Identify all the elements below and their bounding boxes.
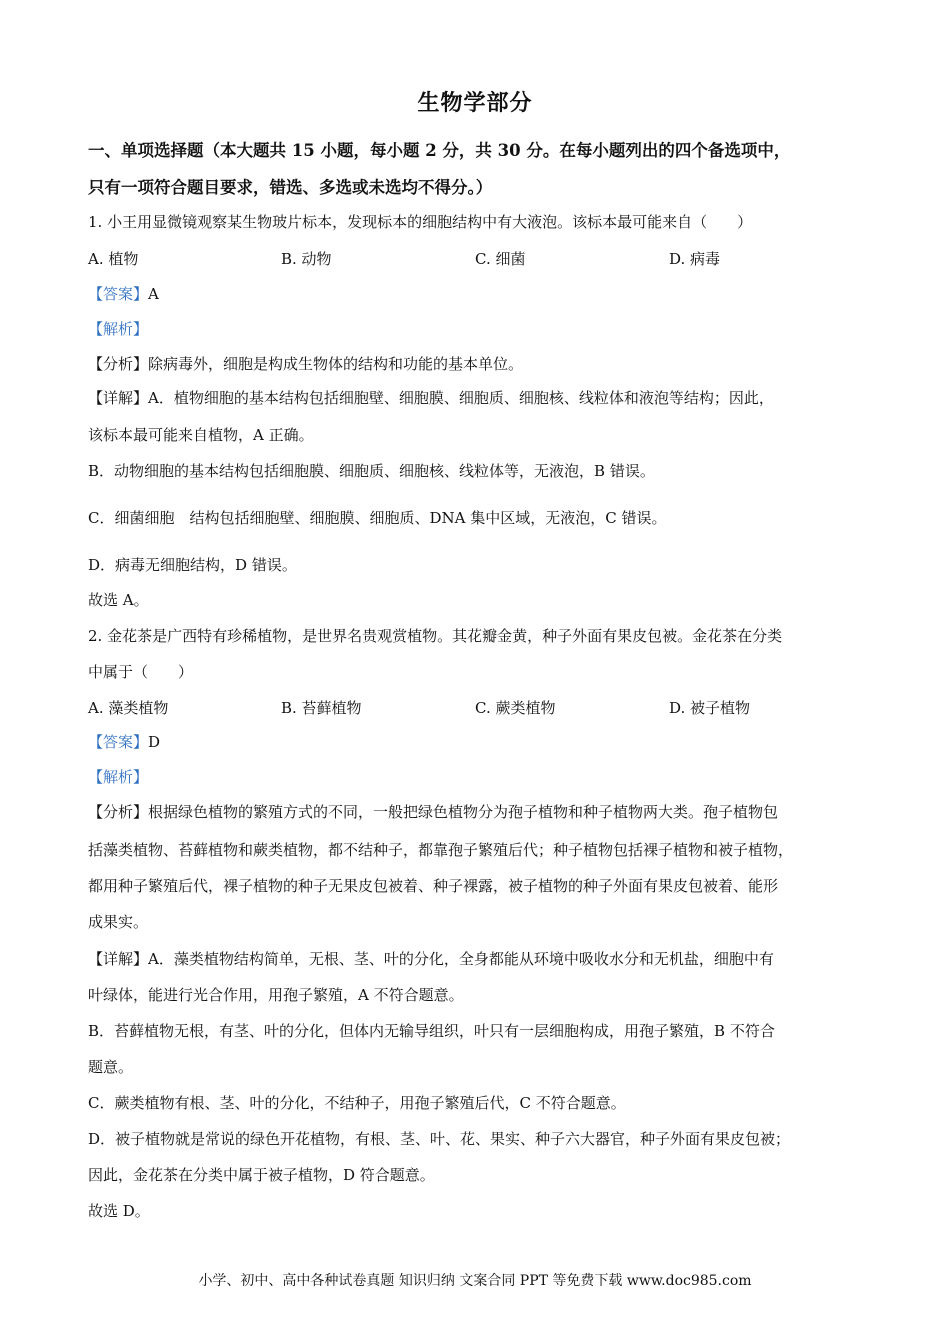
section-heading-line2: 只有一项符合题目要求，错选、多选或未选均不得分。） (88, 178, 493, 197)
q2-detail-line3: B．苔藓植物无根，有茎、叶的分化，但体内无输导组织，叶只有一层细胞构成，用孢子繁殖，B 不符合 (88, 1022, 775, 1040)
q2-option-b: B. 苔藓植物 (281, 699, 362, 717)
q2-detail-line2: 叶绿体，能进行光合作用，用孢子繁殖，A 不符合题意。 (88, 986, 464, 1004)
q1-answer-value: A (148, 285, 159, 303)
q2-option-c: C. 蕨类植物 (475, 699, 556, 717)
q2-answer-value: D (148, 733, 161, 751)
q1-answer (88, 284, 870, 304)
q2-analysis-line1: 【分析】根据绿色植物的繁殖方式的不同，一般把绿色植物分为孢子植物和种子植物两大类。孢子植物包 (88, 803, 779, 821)
q1-detail-line3: B．动物细胞的基本结构包括细胞膜、细胞质、细胞核、线粒体等，无液泡，B 错误。 (88, 462, 655, 480)
q2-option-a: A. 藻类植物 (88, 699, 169, 717)
q2-analysis-line3: 都用种子繁殖后代，裸子植物的种子无果皮包被着、种子裸露，被子植物的种子外面有果皮包被着、能形 (88, 877, 779, 895)
section-heading-line1: 一、单项选择题（本大题共 15 小题，每小题 2 分，共 30 分。在每小题列出的四个备选项中， (88, 141, 791, 160)
answer-tag: 【答案】 (88, 285, 149, 303)
q1-options (88, 248, 868, 268)
q1-detail-line1: 【详解】A．植物细胞的基本结构包括细胞壁、细胞膜、细胞质、细胞核、线粒体和液泡等结构；因此， (88, 389, 774, 407)
q2-analysis-line2: 括藻类植物、苔藓植物和蕨类植物，都不结种子，都靠孢子繁殖后代；种子植物包括裸子植物和被子植物， (88, 841, 794, 859)
q2-detail-line6: D．被子植物就是常说的绿色开花植物，有根、茎、叶、花、果实、种子六大器官，种子外面有果皮包被； (88, 1130, 791, 1148)
q2-stem-line2: 中属于（ ） (88, 663, 194, 681)
q1-analysis: 【分析】除病毒外，细胞是构成生物体的结构和功能的基本单位。 (88, 355, 524, 373)
q2-detail-line1: 【详解】A．藻类植物结构简单，无根、茎、叶的分化，全身都能从环境中吸收水分和无机盐，细胞中有 (88, 950, 774, 968)
page-footer: 小学、初中、高中各种试卷真题 知识归纳 文案合同 PPT 等免费下载 www.doc985.com (198, 1273, 752, 1289)
q2-conclusion: 故选 D。 (88, 1202, 150, 1220)
q1-stem: 1. 小王用显微镜观察某生物玻片标本，发现标本的细胞结构中有大液泡。该标本最可能来自（ ） (88, 213, 753, 231)
page-title: 生物学部分 (417, 90, 533, 116)
q1-option-a: A. 植物 (88, 250, 139, 268)
q1-option-d: D. 病毒 (669, 250, 721, 268)
q1-detail-line5: D．病毒无细胞结构，D 错误。 (88, 556, 297, 574)
q2-detail-line4: 题意。 (88, 1058, 134, 1076)
q2-detail-line7: 因此，金花茶在分类中属于被子植物，D 符合题意。 (88, 1166, 435, 1184)
q2-options (88, 697, 868, 717)
q1-option-b: B. 动物 (281, 250, 332, 268)
q2-stem-line1: 2. 金花茶是广西特有珍稀植物，是世界名贵观赏植物。其花瓣金黄，种子外面有果皮包被。金花茶在分类 (88, 627, 783, 645)
answer-tag: 【答案】 (88, 733, 149, 751)
q1-conclusion: 故选 A。 (88, 591, 149, 609)
q2-detail-line5: C．蕨类植物有根、茎、叶的分化，不结种子，用孢子繁殖后代，C 不符合题意。 (88, 1094, 626, 1112)
q1-detail-line4: C．细菌细胞 结构包括细胞壁、细胞膜、细胞质、DNA 集中区域，无液泡，C 错误。 (88, 509, 667, 527)
q2-answer (88, 732, 870, 752)
q1-analysis-tag: 【解析】 (88, 320, 149, 338)
q2-analysis-tag: 【解析】 (88, 768, 149, 786)
q2-analysis-line4: 成果实。 (88, 913, 149, 931)
q1-option-c: C. 细菌 (475, 250, 526, 268)
q2-option-d: D. 被子植物 (669, 699, 751, 717)
q1-detail-line2: 该标本最可能来自植物，A 正确。 (88, 426, 314, 444)
